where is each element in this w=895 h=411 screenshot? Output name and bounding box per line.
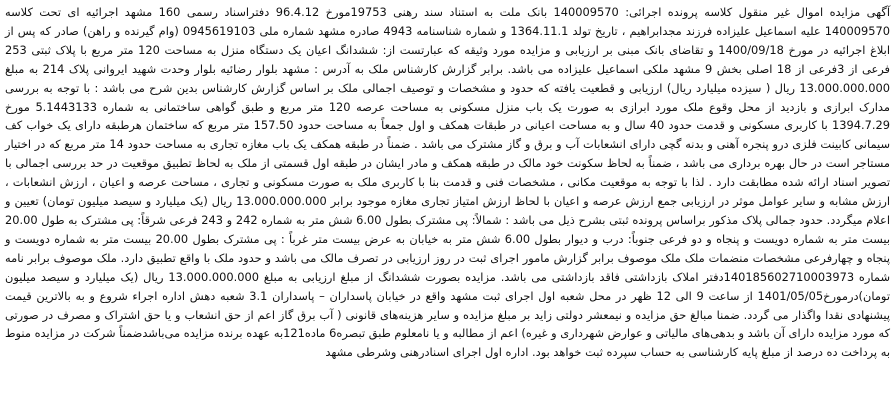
auction-notice-text: آگهی مزایده اموال غیر منقول کلاسه پرونده اجرائی: 140009570 بانک ملت به استناد سند رهنی 19753مورخ 96.4.12 دفتراسناد رسمی 160 مشهد اجرائیه ای تحت کلاسه 140009570 علیه اسماعیل علیزاده فرزند مجدابراهیم ، تاریخ تولد 1364.11.1 و شماره شناسنامه 4943 صادره مشهد شماره ملی 0945619103 (وام گیرنده و راهن) صادر که پس از ابلاغ اجرائیه در مورخ 1400/09/18 و تقاضای بانک مبنی بر ارزیابی و مزایده مورد وثیقه که عبارتست از: ششدانگ اعیان یک دستگاه منزل به مساحت 120 متر مربع با پلاک ثبتی 253 فرعی از 3فرعی از 18 اصلی بخش 9 مشهد ملکی اسماعیل علیزاده می باشد. برابر گزارش کارشناس ملک به آدرس : مشهد بلوار رضائیه بلوار وحدت شهید ایروانی پلاک 214 به مبلغ 13.000.000.000 ریال ( سیزده میلیارد ریال) ارزیابی و قطعیت یافته که حدود و مشخصات و توصیف اجمالی ملک بر اساس گزارش کارشناس بدین شرح می باشد : با توجه به بررسی مدارک ابرازی و بازدید از محل وقوع ملک مورد ابرازی به صورت یک باب منزل مسکونی به مساحت عرصه 120 متر مربع و طبق گواهی ساختمانی به شماره 5.1443133 مورخ 1394.7.29 با کاربری مسکونی و قدمت حدود 40 سال و به مساحت اعیانی در طبقات همکف و اول جمعاً به مساحت حدود 157.50 متر مربع که ساختمان هرطبقه دارای یک خواب کف سیمانی کابینت فلزی درو پنجره آهنی و بدنه گچی دارای انشعابات آب و برق و گاز مشترک می باشد . ضمناً در طبقه همکف یک باب مغازه تجاری به مساحت حدود 14 متر مربع که در اختیار مستاجر است در حال بهره برداری می باشد ، ضمناً به لحاظ سکونت خود مالک در طبقه همکف و مادر ایشان در طبقه اول قسمتی از ملک به لحاظ تطبیق موقعیت در حد بررسی اجمالی با تصویر اسناد ارائه شده مطابقت دارد . لذا با توجه به موقعیت مکانی ، مشخصات فنی و قدمت بنا با کاربری ملک به صورت مسکونی و تجاری ، مساحت عرصه و اعیان ، ارزش انشعابات ، ارزش مشابه و سایر عوامل موثر در ارزیابی جمع ارزش عرصه و اعیان با لحاظ ارزش امتیاز تجاری مغازه موجود برابر 13.000.000.000 ریال (یک میلیارد و سیصد میلیون تومان) تعیین و اعلام میگردد. حدود جمالی پلاک مذکور براساس پرونده ثبتی بشرح ذیل می باشد : شمالاً: پی مشترک بطول 6.00 شش متر به شماره 242 و 243 فرعی شرقاً: پی مشترک به طول 20.00 بیست متر به شماره دویست و پنجاه و دو فرعی جنوباً: درب و دیوار بطول 6.00 شش متر به خیابان به عرض بیست متر غرباً : پی مشترک بطول 20.00 بیست متر به شماره دویست و پنجاه و چهارفرعی مشخصات منضمات ملک ملک موصوف برابر گزارش مامور اجرای ثبت در روز ارزیابی در تصرف مالک می باشد و حدود ملک با واقع تطبیق دارد. ملک موصوف برابر نامه شماره 140185602710003973دفتر املاک بازداشتی فاقد بازداشتی می باشد. مزایده بصورت ششدانگ از مبلغ ارزیابی به مبلغ 13.000.000.000 ریال (یک میلیارد و سیصد میلیون تومان)درمورخ1401/05/05 از ساعت 9 الی 12 ظهر در محل شعبه اول اجرای ثبت مشهد واقع در خیابان پاسداران – پاسداران 3.1 شعبه دهش اداره اجراء شروع و به بالاترین قیمت پیشنهادی نقدا واگذار می گردد. ضمنا مبالغ حق مزایده و نیمعشر دولتی زاید بر مبلغ مزایده و سایر هزینه‌های قانونی ( آب برق گاز اعم از حق انشعاب و یا حق اشتراک و مصرف در صورتی که مورد مزایده دارای آن باشد و بدهی‌های مالیاتی و عوارض شهرداری و غیره) اعم از مطالبه و یا نامعلوم طبق تبصره6 ماده121به عهده برنده مزایده می‌باشدضمناً شرکت در مزایده منوط به پرداخت ده درصد از مبلغ پایه کارشناسی به حساب سپرده ثبت خواهد بود. اداره اول اجرای اسنادرهنی وشرطی مشهد [5, 5, 891, 360]
